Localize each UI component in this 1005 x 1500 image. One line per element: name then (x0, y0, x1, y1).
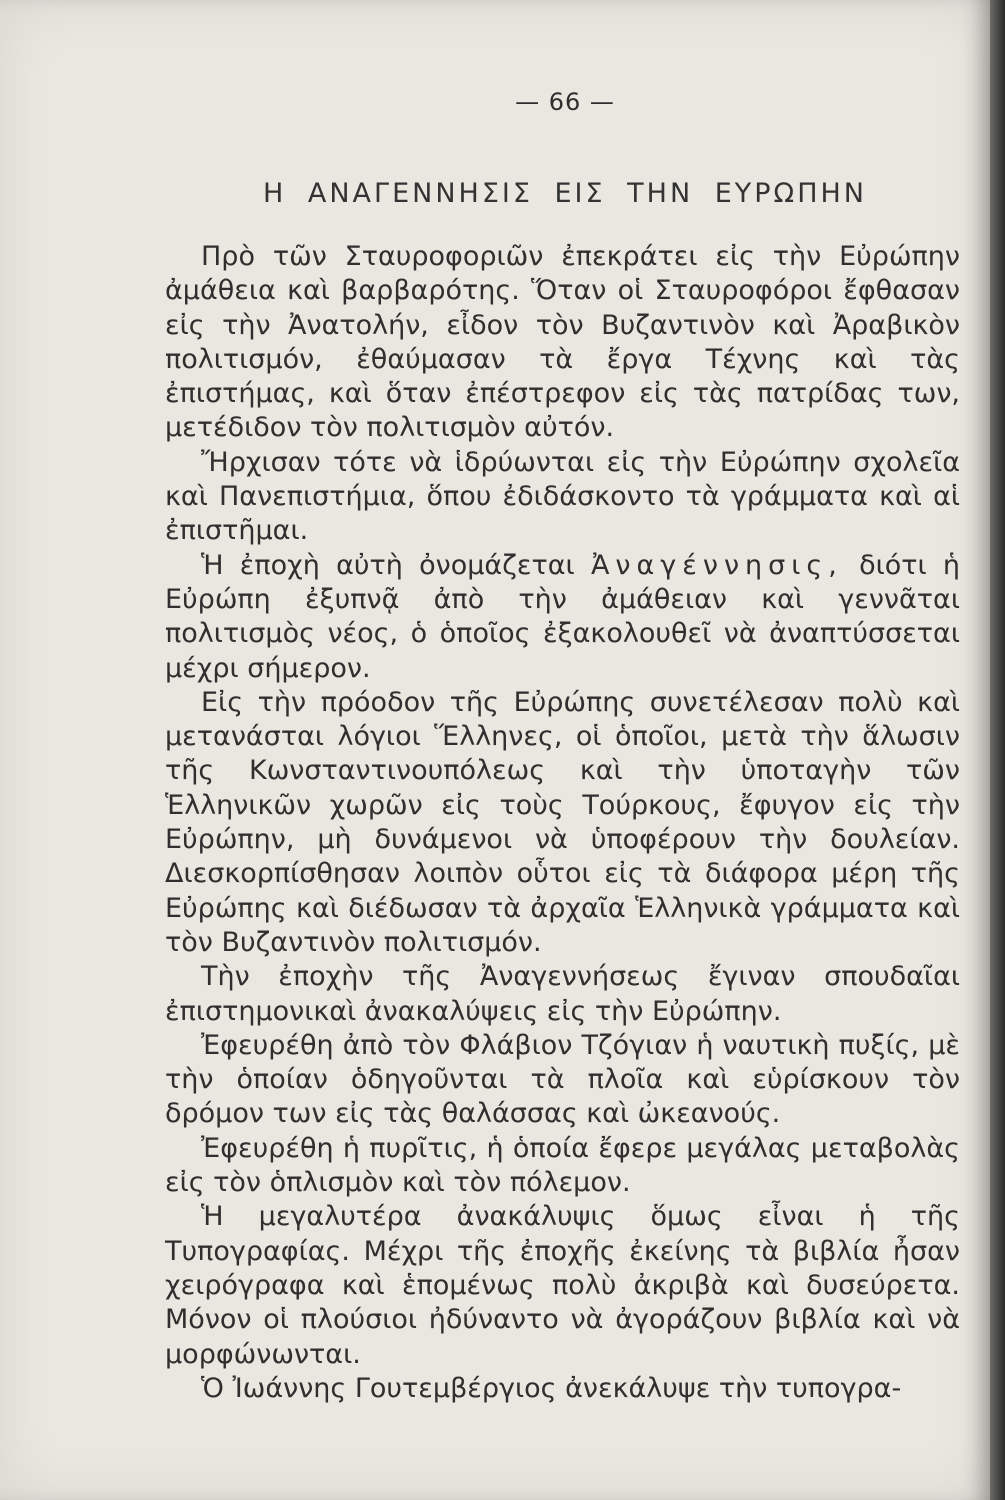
paragraph-6: Ἐφευρέθη ἀπὸ τὸν Φλάβιον Τζόγιαν ἡ ναυτικὴ πυξίς, μὲ τὴν ὁποίαν ὁδηγοῦνται τὰ πλοῖα καὶ εὑρίσκουν τὸν δρόμον των εἰς τὰς θαλάσσας καὶ ὠκεανούς. (165, 1029, 960, 1130)
paragraph-1: Πρὸ τῶν Σταυροφοριῶν ἐπεκράτει εἰς τὴν Εὐρώπην ἀμάθεια καὶ βαρβαρότης. Ὅταν οἱ Σταυροφόροι ἔφθασαν εἰς τὴν Ἀνατολήν, εἶδον τὸν Βυζαντινὸν καὶ Ἀραβικὸν πολιτισμόν, ἐθαύμασαν τὰ ἔργα Τέχνης καὶ τὰς ἐπιστήμας, καὶ ὅταν ἐπέστρεφον εἰς τὰς πατρίδας των, μετέδιδον τὸν πολιτισμὸν αὐτόν. (165, 241, 960, 444)
page-edge-shadow (990, 0, 1005, 1500)
paragraph-3 (165, 549, 960, 686)
paragraph-3-rest: διότι ἡ Εὐρώπη ἐξυπνᾷ ἀπὸ τὴν ἀμάθειαν καὶ γεννᾶται πολιτισμὸς νέος, ὁ ὁποῖος ἐξακολουθεῖ νὰ ἀναπτύσσεται μέχρι σήμερον. (165, 549, 960, 684)
paragraph-3-lead: Ἡ ἐποχὴ αὐτὴ ὀνομάζεται (201, 549, 575, 581)
paragraph-5: Τὴν ἐποχὴν τῆς Ἀναγεννήσεως ἔγιναν σπουδαῖαι ἐπιστημονικαὶ ἀνακαλύψεις εἰς τὴν Εὐρώπην. (165, 961, 960, 1027)
page-number: — 66 — (515, 88, 615, 116)
paragraph-8: Ἡ μεγαλυτέρα ἀνακάλυψις ὅμως εἶναι ἡ τῆς Τυπογραφίας. Μέχρι τῆς ἐποχῆς ἐκείνης τὰ βιβλία ἦσαν χειρόγραφα καὶ ἑπομένως πολὺ ἀκριβὰ καὶ δυσεύρετα. Μόνον οἱ πλούσιοι ἠδύναντο νὰ ἀγοράζουν βιβλία καὶ νὰ μορφώνωνται. (165, 1201, 960, 1370)
paragraph-9: Ὁ Ἰωάννης Γουτεμβέργιος ἀνεκάλυψε τὴν τυπογρα- (201, 1372, 902, 1404)
paragraph-2: Ἤρχισαν τότε νὰ ἱδρύωνται εἰς τὴν Εὐρώπην σχολεῖα καὶ Πανεπιστήμια, ὅπου ἐδιδάσκοντο τὰ γράμματα καὶ αἱ ἐπιστῆμαι. (165, 446, 960, 547)
emphasized-term: Ἀναγέννησις, (590, 549, 843, 581)
paragraph-4: Εἰς τὴν πρόοδον τῆς Εὐρώπης συνετέλεσαν πολὺ καὶ μετανάσται λόγιοι Ἕλληνες, οἱ ὁποῖοι, μετὰ τὴν ἅλωσιν τῆς Κωνσταντινουπόλεως καὶ τὴν ὑποταγὴν τῶν Ἑλληνικῶν χωρῶν εἰς τοὺς Τούρκους, ἔφυγον εἰς τὴν Εὐρώπην, μὴ δυνάμενοι νὰ ὑποφέρουν τὴν δουλείαν. Διεσκορπίσθησαν λοιπὸν οὗτοι εἰς τὰ διάφορα μέρη τῆς Εὐρώπης καὶ διέδωσαν τὰ ἀρχαῖα Ἑλληνικὰ γράμματα καὶ τὸν Βυζαντινὸν πολιτισμόν. (165, 686, 960, 958)
paragraph-7: Ἐφευρέθη ἡ πυρῖτις, ἡ ὁποία ἔφερε μεγάλας μεταβολὰς εἰς τὸν ὁπλισμὸν καὶ τὸν πόλεμον. (165, 1132, 960, 1199)
body-text (165, 240, 960, 1406)
chapter-title: Η ΑΝΑΓΕΝΝΗΣΙΣ ΕΙΣ ΤΗΝ ΕΥΡΩΠΗΝ (263, 178, 867, 209)
